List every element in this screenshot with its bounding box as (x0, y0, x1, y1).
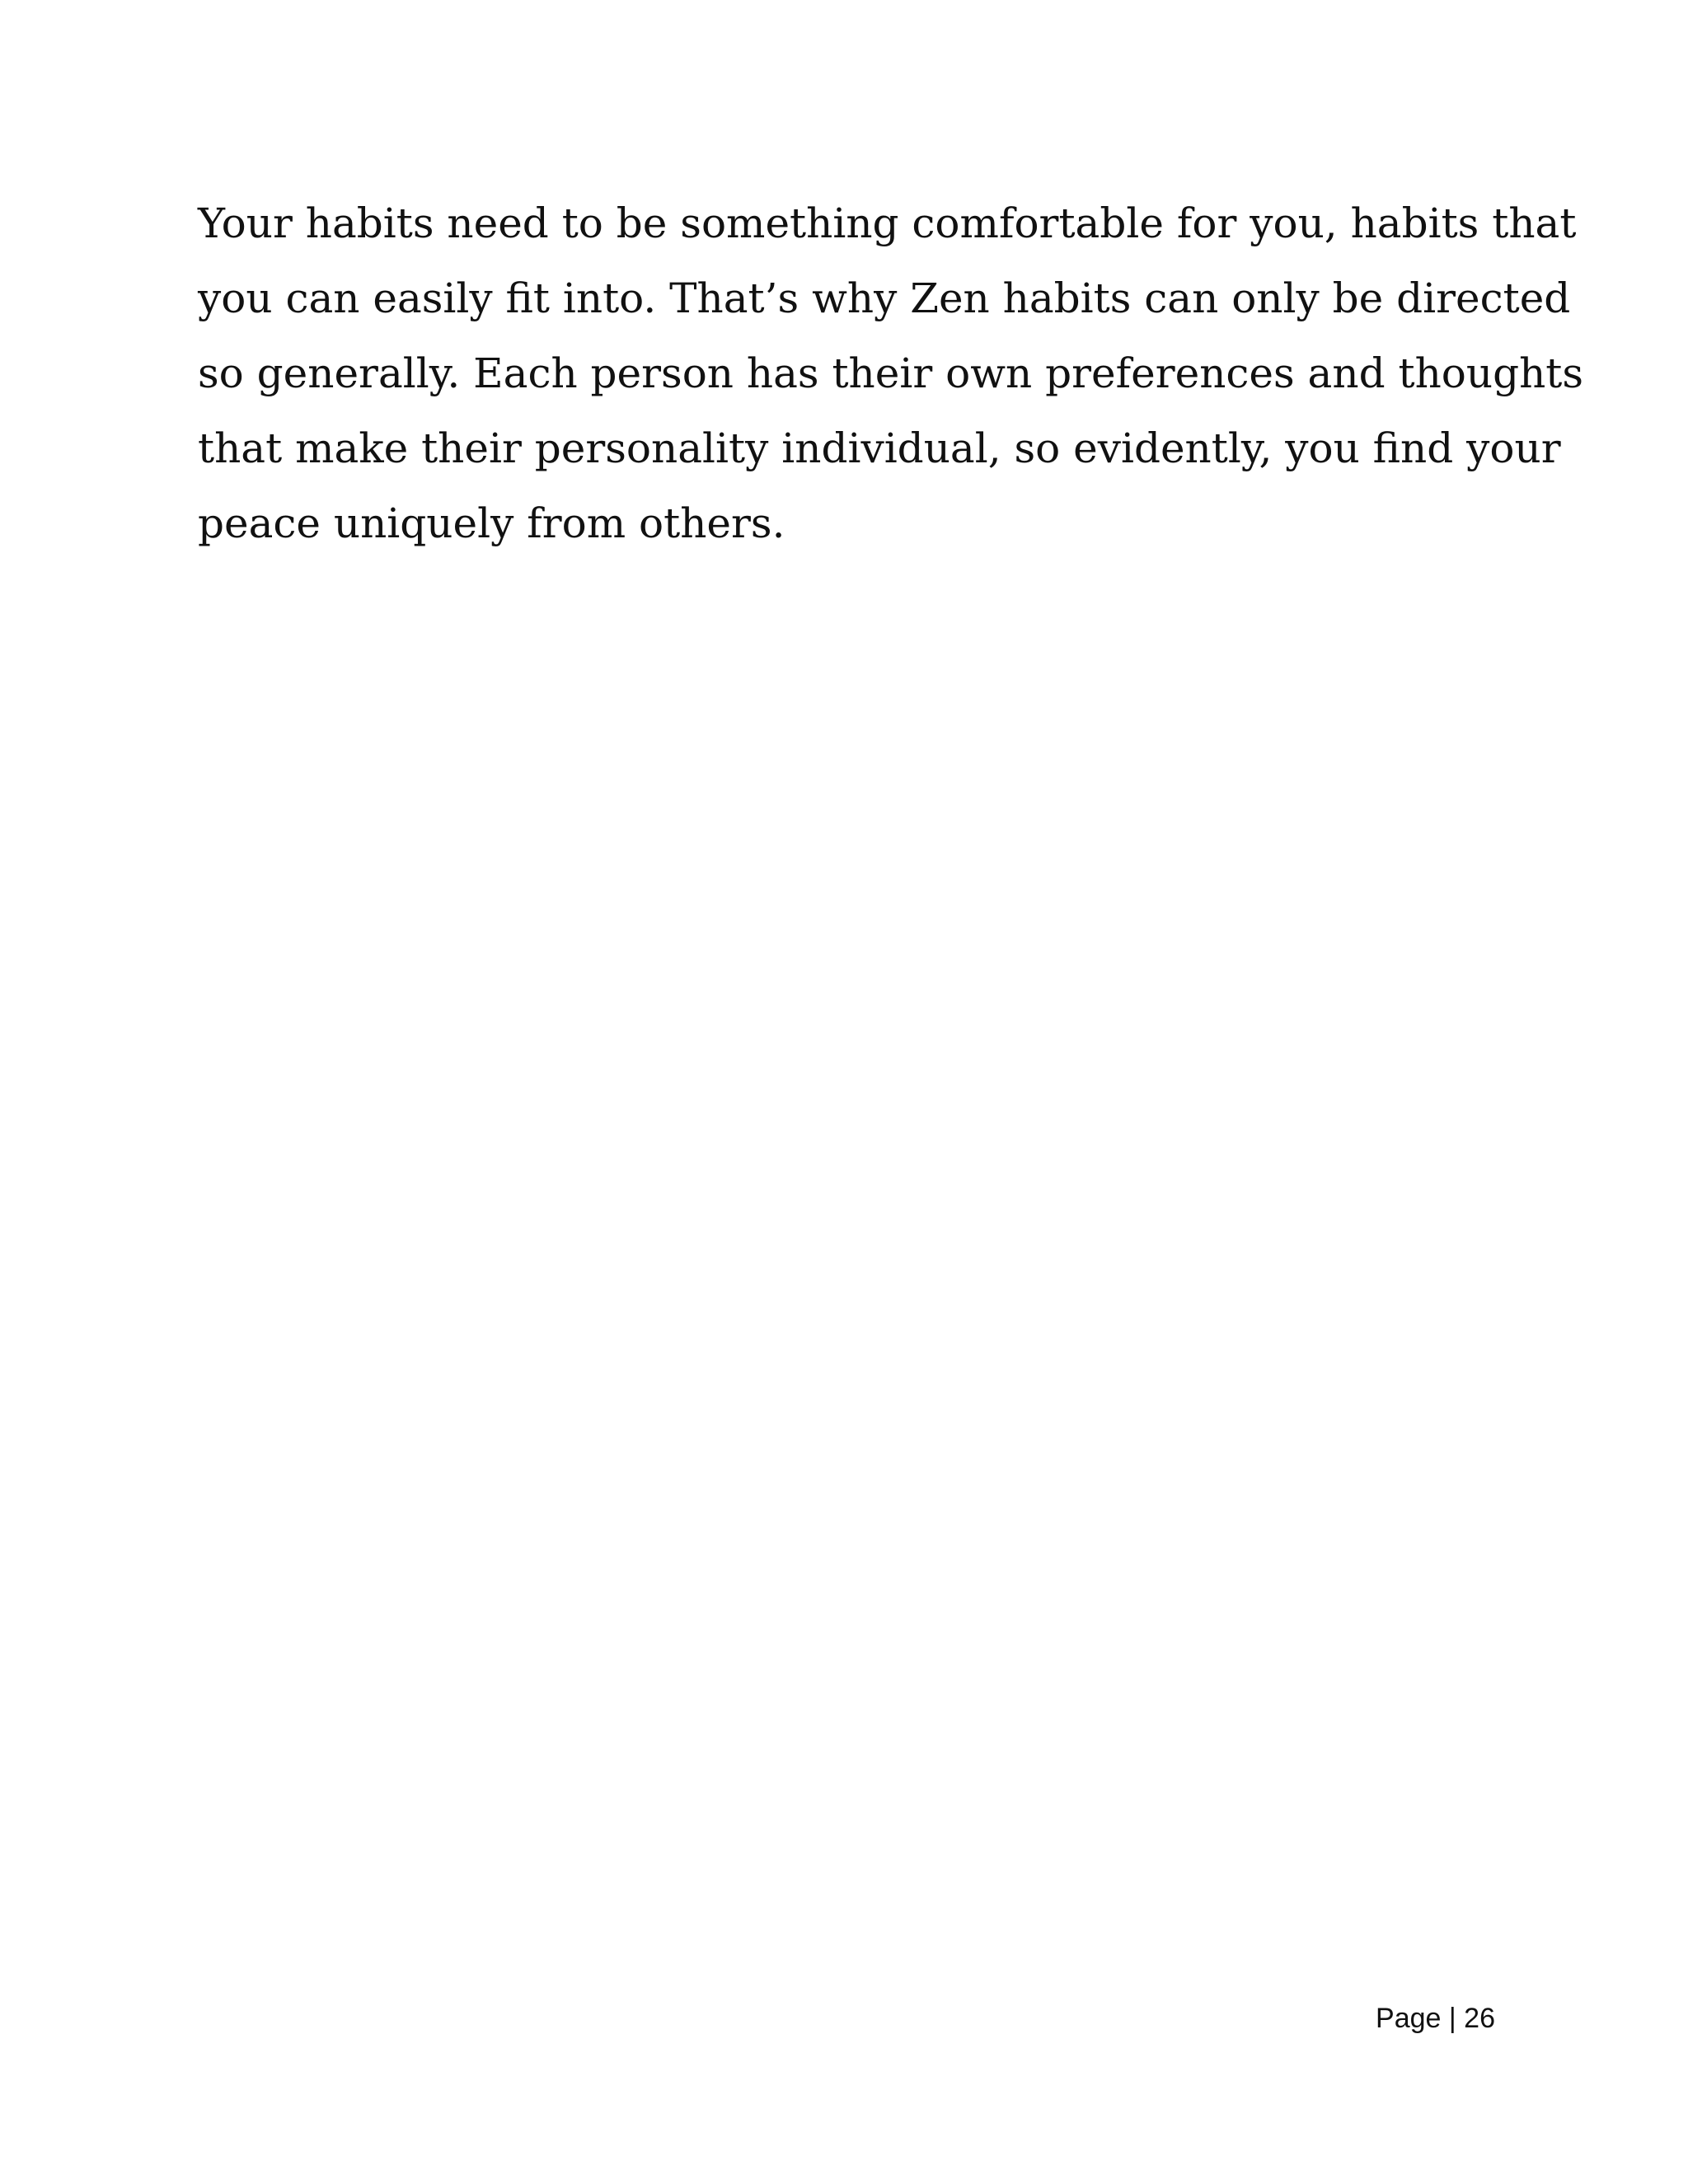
paragraph-line: Your habits need to be something comfortable for you, habits that (198, 199, 1577, 247)
paragraph-line: so generally. Each person has their own preferences and thoughts (198, 349, 1584, 397)
body-paragraph (198, 186, 1584, 561)
paragraph-line: you can easily fit into. That’s why Zen habits can only be directed (198, 274, 1571, 322)
paragraph-line: peace uniquely from others. (198, 499, 785, 547)
page-number-footer: Page | 26 (1376, 2003, 1495, 2034)
paragraph-line: that make their personality individual, so evidently, you find your (198, 424, 1561, 472)
